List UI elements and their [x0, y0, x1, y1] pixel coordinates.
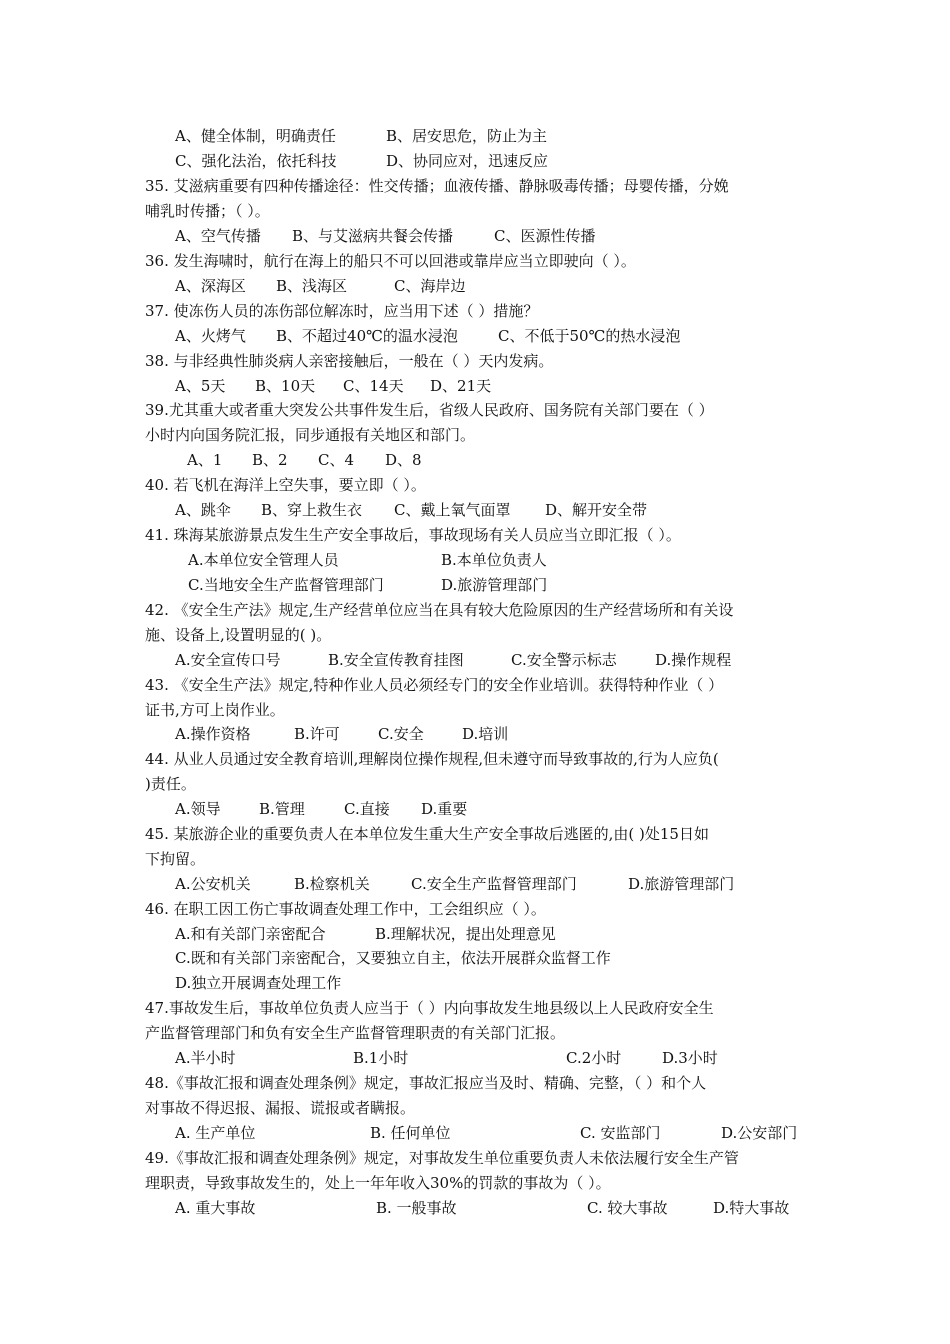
answer-option: C.2小时: [566, 1049, 622, 1067]
question-text: 43. 《安全生产法》规定,特种作业人员必须经专门的安全作业培训。获得特种作业（ ）: [145, 676, 724, 694]
answer-option: D、解开安全带: [545, 501, 648, 519]
answer-option: C.安全生产监督管理部门: [411, 875, 577, 893]
answer-option: A、火烤气: [175, 327, 246, 345]
answer-option: C.当地安全生产监督管理部门: [188, 576, 384, 594]
question-text: 施、设备上,设置明显的( )。: [145, 626, 332, 644]
answer-option: D.操作规程: [655, 651, 732, 669]
question-text: 37. 使冻伤人员的冻伤部位解冻时，应当用下述（ ）措施？: [145, 302, 539, 320]
answer-option: B、不超过40℃的温水浸泡: [276, 327, 458, 345]
question-text: 哺乳时传播；（ ）。: [145, 202, 270, 220]
answer-option: C.安全: [378, 725, 424, 743]
answer-option: A、深海区: [175, 277, 246, 295]
answer-option: B、10天: [255, 377, 316, 395]
question-text: 理职责，导致事故发生的，处上一年年收入30%的罚款的事故为（ ）。: [145, 1174, 611, 1192]
answer-option: A.领导: [175, 800, 221, 818]
answer-option: B、与艾滋病共餐会传播: [292, 227, 454, 245]
answer-option: C.直接: [344, 800, 390, 818]
answer-option: A、5天: [175, 377, 226, 395]
answer-option: C、不低于50℃的热水浸泡: [498, 327, 681, 345]
answer-option: A. 重大事故: [175, 1199, 256, 1217]
answer-option: D.旅游管理部门: [441, 576, 548, 594]
question-text: 44. 从业人员通过安全教育培训,理解岗位操作规程,但未遵守而导致事故的,行为人应负(: [145, 750, 719, 768]
question-text: C.既和有关部门亲密配合，又要独立自主，依法开展群众监督工作: [175, 949, 611, 967]
question-text: 40. 若飞机在海洋上空失事，要立即（ ）。: [145, 476, 426, 494]
answer-option: C. 较大事故: [587, 1199, 668, 1217]
question-text: 47.事故发生后，事故单位负责人应当于（ ）内向事故发生地县级以上人民政府安全生: [145, 999, 714, 1017]
answer-option: B. 任何单位: [370, 1124, 451, 1142]
answer-option: B.理解状况，提出处理意见: [375, 925, 556, 943]
question-text: 35. 艾滋病重要有四种传播途径：性交传播；血液传播、静脉吸毒传播；母婴传播，分娩: [145, 177, 729, 195]
answer-option: B.管理: [259, 800, 305, 818]
question-text: 48.《事故汇报和调查处理条例》规定，事故汇报应当及时、精确、完整，（ ）和个人: [145, 1074, 707, 1092]
answer-option: B、穿上救生衣: [261, 501, 363, 519]
answer-option: D.公安部门: [721, 1124, 798, 1142]
answer-option: A. 生产单位: [175, 1124, 256, 1142]
question-text: 46. 在职工因工伤亡事故调查处理工作中，工会组织应（ ）。: [145, 900, 546, 918]
answer-option: D、8: [385, 451, 422, 469]
answer-option: B. 一般事故: [376, 1199, 457, 1217]
answer-option: A.半小时: [175, 1049, 236, 1067]
answer-option: B、浅海区: [276, 277, 348, 295]
answer-option: C、戴上氧气面罩: [394, 501, 511, 519]
answer-option: D.培训: [462, 725, 509, 743]
question-text: 42. 《安全生产法》规定,生产经营单位应当在具有较大危险原因的生产经营场所和有关设: [145, 601, 734, 619]
question-text: )责任。: [145, 775, 196, 793]
question-text: 对事故不得迟报、漏报、谎报或者瞒报。: [145, 1099, 416, 1117]
answer-option: C.安全警示标志: [511, 651, 617, 669]
answer-option: B.检察机关: [294, 875, 370, 893]
question-text: 49.《事故汇报和调查处理条例》规定，对事故发生单位重要负责人未依法履行安全生产管: [145, 1149, 739, 1167]
answer-option: C. 安监部门: [580, 1124, 661, 1142]
answer-option: B.安全宣传教育挂图: [328, 651, 464, 669]
question-text: 39.尤其重大或者重大突发公共事件发生后，省级人民政府、国务院有关部门要在（ ）: [145, 401, 714, 419]
answer-option: A、空气传播: [175, 227, 261, 245]
answer-option: A.公安机关: [175, 875, 251, 893]
question-text: 41. 珠海某旅游景点发生生产安全事故后，事故现场有关人员应当立即汇报（ ）。: [145, 526, 681, 544]
question-text: D.独立开展调查处理工作: [175, 974, 342, 992]
answer-option: A、跳伞: [175, 501, 231, 519]
answer-option: D.旅游管理部门: [628, 875, 735, 893]
question-text: 产监督管理部门和负有安全生产监督管理职责的有关部门汇报。: [145, 1024, 566, 1042]
answer-option: C、强化法治，依托科技: [175, 152, 337, 170]
answer-option: C、14天: [343, 377, 404, 395]
answer-option: C、医源性传播: [494, 227, 596, 245]
answer-option: B.许可: [294, 725, 340, 743]
answer-option: A、1: [187, 451, 223, 469]
question-text: 下拘留。: [145, 850, 206, 868]
question-text: 45. 某旅游企业的重要负责人在本单位发生重大生产安全事故后逃匿的,由( )处15日如: [145, 825, 709, 843]
answer-option: A.和有关部门亲密配合: [175, 925, 326, 943]
question-text: 38. 与非经典性肺炎病人亲密接触后，一般在（ ）天内发病。: [145, 352, 554, 370]
answer-option: A、健全体制，明确责任: [175, 127, 336, 145]
answer-option: B.1小时: [353, 1049, 409, 1067]
answer-option: C、4: [318, 451, 355, 469]
answer-option: A.安全宣传口号: [175, 651, 281, 669]
answer-option: D、21天: [430, 377, 492, 395]
answer-option: A.本单位安全管理人员: [188, 551, 339, 569]
answer-option: D、协同应对，迅速反应: [386, 152, 549, 170]
answer-option: A.操作资格: [175, 725, 251, 743]
question-text: 36. 发生海啸时，航行在海上的船只不可以回港或靠岸应当立即驶向（ ）。: [145, 252, 636, 270]
question-text: 证书,方可上岗作业。: [145, 701, 285, 719]
answer-option: D.3小时: [662, 1049, 718, 1067]
answer-option: B.本单位负责人: [441, 551, 547, 569]
answer-option: C、海岸边: [394, 277, 466, 295]
question-text: 小时内向国务院汇报，同步通报有关地区和部门。: [145, 426, 476, 444]
answer-option: D.特大事故: [713, 1199, 790, 1217]
answer-option: B、居安思危，防止为主: [386, 127, 548, 145]
answer-option: D.重要: [421, 800, 468, 818]
answer-option: B、2: [252, 451, 288, 469]
